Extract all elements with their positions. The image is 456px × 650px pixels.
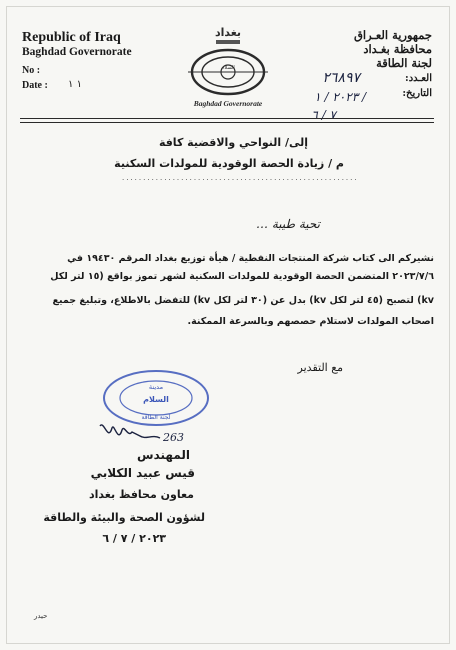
- handwritten-date-day: ٧ / ٦: [311, 108, 336, 122]
- logo-center-text: السلام: [221, 65, 235, 71]
- signatory-position: معاون محافظ بغداد: [89, 488, 194, 501]
- country-name-en: Republic of Iraq: [22, 30, 121, 45]
- logo-top-text: بغداد: [214, 26, 242, 39]
- closing-regards: مع التقدير: [297, 361, 343, 374]
- signature-number: 263: [163, 431, 184, 444]
- greeting: تحية طيبة …: [256, 217, 320, 231]
- handwritten-date: ٢٠٢٣ / ١ /: [314, 90, 366, 104]
- logo-caption: Baghdad Governorate: [193, 99, 263, 108]
- committee-name-ar: لجنة الطاقة: [376, 56, 432, 70]
- typist-initials: حيدر: [34, 612, 48, 620]
- signature-date: ٢٠٢٣ / ٧ / ٦: [102, 532, 166, 545]
- number-label-ar: العـدد:: [405, 73, 432, 84]
- country-name-ar: جمهورية العـراق: [353, 28, 432, 42]
- handwritten-reference-number: ٢٦٨٩٧: [322, 70, 360, 86]
- date-label-en: Date :: [22, 80, 48, 91]
- date-value-en: ١ ١: [68, 79, 82, 90]
- date-label-ar: التاريخ:: [402, 88, 432, 99]
- subject-underline-dots: ........................................................: [122, 174, 359, 182]
- body-line-1: نشيركم الى كتاب شركة المنتجات النفطية / هيأة توزيع بغداد المرقم ١٩٤٣٠ في: [67, 253, 434, 264]
- body-line-3: kv) لتصبح (٤٥ لتر لكل kv) بدل عن (٣٠ لتر لكل kv) للتفضل بالاطلاع، وتبليغ جميع: [52, 295, 434, 306]
- subject-line: م / زيادة الحصة الوقودية للمولدات السكنية: [114, 157, 344, 170]
- signatory-name: قيس عبيد الكلابي: [90, 466, 195, 480]
- logo-bar: [216, 40, 240, 44]
- stamp-top-text: مدينة: [148, 383, 164, 391]
- body-line-2: ٢٠٢٣/٧/٦ المتضمن الحصة الوقودية للمولدات السكنية لشهر تموز بواقع (١٥ لتر لكل: [50, 271, 434, 282]
- signatory-portfolio: لشؤون الصحة والبيئة والطاقة: [43, 511, 205, 524]
- signature-stroke: [100, 425, 160, 438]
- baghdad-governorate-logo: [178, 22, 278, 112]
- stamp-bottom-text: لجنة الطاقة: [141, 414, 171, 421]
- signatory-title: المهندس: [137, 448, 190, 462]
- header-divider: [20, 118, 434, 119]
- header-divider-thin: [20, 122, 434, 123]
- body-line-4: اصحاب المولدات لاستلام حصصهم وبالسرعة الممكنة.: [187, 316, 434, 327]
- addressee-line: إلى/ النواحي والاقضية كافة: [158, 136, 308, 149]
- stamp-center-text: السلام: [143, 395, 169, 404]
- governorate-name-en: Baghdad Governorate: [22, 46, 132, 58]
- governorate-name-ar: محافظة بغـداد: [363, 42, 432, 56]
- reference-number-label: No :: [22, 65, 41, 76]
